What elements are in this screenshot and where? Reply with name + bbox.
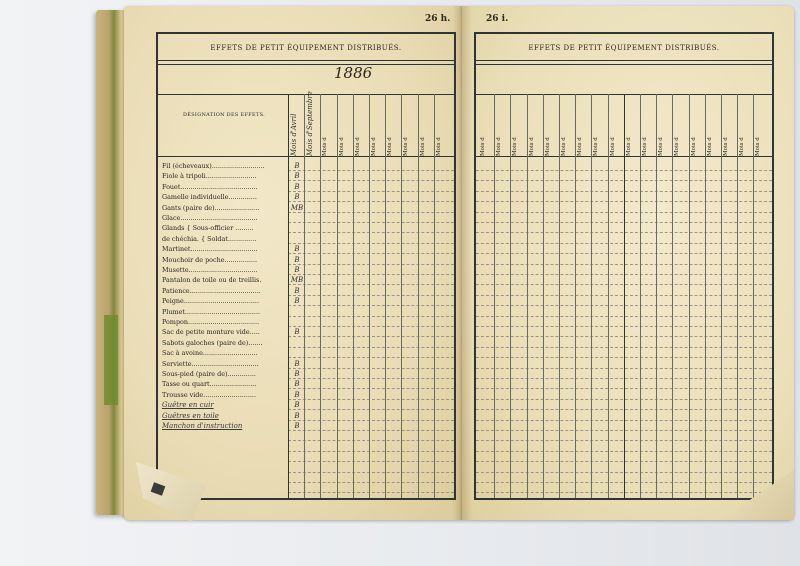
cover-green-tab: [104, 315, 118, 405]
row-rule: [288, 253, 454, 254]
month-column-rule: [608, 94, 609, 498]
month-column-rule: [640, 94, 641, 498]
month-column-header: Mois d: [625, 137, 632, 156]
row-rule: [288, 222, 454, 223]
month-column-header: Mois d: [354, 137, 361, 156]
item-mark: MB: [290, 276, 304, 285]
month-column-header: Mois d: [561, 137, 567, 156]
item-mark: B: [294, 245, 300, 254]
item-mark: B: [294, 422, 300, 430]
item-label: de chéchia. { Soldat..............: [162, 234, 257, 243]
row-rule: [288, 409, 454, 410]
month-column-header: Mois d: [593, 137, 600, 156]
item-label: Tasse ou quart.......................: [162, 380, 257, 389]
item-label: Manchon d'instruction: [162, 422, 243, 430]
item-label: Glands { Sous-officier .........: [162, 224, 254, 233]
row-rule: [288, 316, 454, 317]
month-column-header: Mois d: [419, 137, 426, 156]
month-column-header: Mois d: [544, 137, 551, 156]
month-column-rule: [527, 94, 528, 498]
month-column-header: Mois d: [480, 137, 486, 156]
item-mark: MB: [290, 203, 304, 212]
row-rule: [288, 472, 454, 473]
item-mark: B: [294, 401, 300, 410]
month-column-header: Mois d: [387, 137, 394, 156]
month-column-header: Mois d: [435, 137, 442, 156]
item-label: Peigne.....................................: [162, 297, 259, 306]
item-label: Martinet.................................: [162, 245, 258, 254]
month-column-header: Mois d: [371, 137, 377, 156]
item-label: Serviette.................................: [162, 359, 259, 368]
item-label: Sac de petite monture vide.....: [162, 328, 260, 337]
row-rule: [288, 326, 454, 327]
item-mark: B: [294, 193, 300, 202]
row-rule: [288, 212, 454, 213]
year-handwritten: 1886: [334, 64, 373, 82]
row-rule: [288, 440, 454, 441]
header-rule: [476, 60, 772, 61]
left-page-number: 26 h.: [425, 14, 451, 24]
row-rule: [288, 243, 454, 244]
item-label: Mouchoir de poche................: [162, 255, 258, 264]
designation-divider: [288, 94, 289, 498]
item-mark: B: [294, 390, 300, 399]
row-rule: [288, 378, 454, 379]
item-mark: B: [294, 411, 300, 420]
item-label: Guêtre en cuir: [162, 401, 214, 410]
row-rule: [288, 451, 454, 452]
row-rule: [288, 482, 454, 483]
month-column-rule: [721, 94, 722, 498]
item-label: Guêtres en toile: [162, 411, 219, 420]
row-rule: [288, 305, 454, 306]
header-rule: [476, 64, 772, 65]
item-label: Fil (écheveaux)..........................: [162, 162, 265, 170]
item-mark: B: [294, 297, 300, 306]
item-label: Fouet......................................: [162, 182, 258, 191]
item-mark: B: [294, 255, 300, 264]
item-mark: B: [294, 182, 300, 191]
month-column-header: Mois d: [658, 137, 665, 156]
row-rule: [288, 180, 454, 181]
month-column-rule: [369, 94, 370, 498]
column-header-rule: [158, 156, 454, 157]
row-rule: [288, 399, 454, 400]
item-label: Sous-pied (paire de)..............: [162, 370, 256, 378]
item-mark: B: [294, 370, 300, 378]
month-column-header: Mois d: [739, 137, 746, 156]
row-rule: [288, 295, 454, 296]
month-column-header: Mois d: [338, 137, 345, 156]
row-rule: [288, 191, 454, 192]
item-mark: B: [294, 286, 300, 295]
designation-header: DÉSIGNATION DES EFFETS.: [182, 112, 266, 118]
item-label: Musette..................................: [162, 266, 258, 274]
month-column-rule: [337, 94, 338, 498]
item-label: Patience...................................: [162, 286, 261, 295]
item-label: Gants (paire de)......................: [162, 203, 260, 212]
header-rule: [158, 64, 454, 65]
month-column-header: Mois d'Avril: [290, 113, 298, 156]
month-column-header: Mois d: [577, 137, 584, 156]
month-column-rule: [559, 94, 560, 498]
month-column-header: Mois d'Septembre: [306, 91, 315, 156]
header-rule: [158, 60, 454, 61]
month-column-header: Mois d: [723, 137, 729, 156]
left-table: [156, 32, 456, 500]
item-label: Glace......................................: [162, 214, 258, 222]
item-mark: B: [294, 359, 300, 368]
item-mark: B: [294, 380, 300, 389]
month-column-header: Mois d: [690, 137, 697, 156]
item-mark: B: [294, 266, 300, 274]
item-label: Sabots galoches (paire de).......: [162, 338, 263, 347]
month-column-header: Mois d: [755, 137, 762, 156]
left-header-title: EFFETS DE PETIT ÉQUIPEMENT DISTRIBUÉS.: [210, 44, 402, 52]
month-column-header: Mois d: [512, 137, 519, 156]
row-rule: [288, 201, 454, 202]
row-rule: [288, 264, 454, 265]
month-column-header: Mois d: [706, 137, 713, 156]
row-rule: [288, 284, 454, 285]
month-column-rule: [624, 94, 625, 498]
right-table: [474, 32, 774, 500]
item-label: Pompon...................................: [162, 318, 260, 326]
item-label: Plumet.....................................: [162, 307, 261, 316]
month-column-header: Mois d: [403, 137, 410, 156]
month-column-rule: [434, 94, 435, 498]
right-header-title: EFFETS DE PETIT ÉQUIPEMENT DISTRIBUÉS.: [528, 44, 720, 52]
row-rule: [288, 492, 454, 493]
item-label: Sac à avoine...........................: [162, 349, 258, 358]
month-column-rule: [418, 94, 419, 498]
item-label: Gamelle individuelle..............: [162, 193, 257, 202]
item-mark: B: [294, 172, 300, 181]
row-rule: [288, 388, 454, 389]
month-column-rule: [705, 94, 706, 498]
row-rule: [288, 430, 454, 431]
row-rule: [288, 170, 454, 171]
row-rule: [288, 274, 454, 275]
row-rule: [288, 368, 454, 369]
right-page-number: 26 i.: [486, 14, 509, 24]
month-column-header: Mois d: [496, 137, 503, 156]
row-rule: [288, 357, 454, 358]
month-column-rule: [543, 94, 544, 498]
month-column-header: Mois d: [609, 137, 616, 156]
row-rule: [288, 420, 454, 421]
row-rule: [288, 347, 454, 348]
month-column-header: Mois d: [674, 137, 681, 156]
month-column-header: Mois d: [642, 137, 648, 156]
row-rule: [288, 461, 454, 462]
month-column-rule: [689, 94, 690, 498]
item-mark: B: [294, 162, 300, 170]
month-column-rule: [353, 94, 354, 498]
row-rule: [288, 232, 454, 233]
month-column-header: Mois d: [528, 137, 535, 156]
item-mark: B: [294, 328, 300, 337]
item-label: Pantalon de toile ou de treillis.: [162, 276, 262, 285]
month-column-header: Mois d: [322, 137, 329, 156]
row-rule: [288, 336, 454, 337]
item-label: Trousse vide..........................: [162, 390, 256, 399]
item-label: Fiole à tripoli.........................: [162, 172, 257, 181]
